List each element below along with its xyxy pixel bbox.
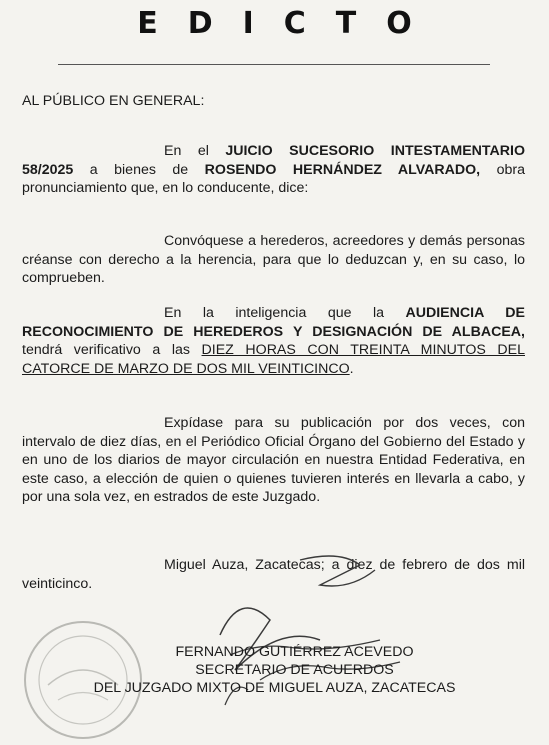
- issue-date: Miguel Auza, Zacatecas; a diez de febrero de dos mil veinticinco.: [22, 557, 525, 592]
- hearing-text-3: .: [349, 360, 354, 377]
- paragraph-case: [22, 142, 525, 198]
- publication-text: Expídase para su publicación por dos veces, con intervalo de diez días, en el Periódico Oficial Órgano del Gobierno del Estado y en uno de los diarios de mayor circulación en nuestra Entidad Federativa, en este caso, a elección de quien o quienes tuvieren interés en llevarla a cabo, y por una sola vez, en estrados de este Juzgado.: [22, 415, 525, 505]
- paragraph-hearing: [22, 304, 525, 378]
- title-divider: [58, 64, 490, 65]
- paragraph-summons: [22, 232, 525, 288]
- hearing-datetime: DIEZ HORAS CON TREINTA MINUTOS DEL CATORCE DE MARZO DE DOS MIL VEINTICINCO: [22, 342, 525, 377]
- paragraph-publication: [22, 414, 525, 507]
- salutation: AL PÚBLICO EN GENERAL:: [22, 93, 205, 109]
- signer-title: SECRETARIO DE ACUERDOS: [195, 662, 394, 678]
- case-text-2: a bienes de: [73, 161, 205, 178]
- hearing-text-2: tendrá verificativo a las: [22, 342, 202, 358]
- hearing-text-1: En la inteligencia que la: [164, 305, 406, 321]
- case-text-3: obra pronunciamiento que, en lo conducente, dice:: [22, 161, 525, 196]
- case-number: JUICIO SUCESORIO INTESTAMENTARIO 58/2025: [22, 143, 525, 178]
- deceased-name: ROSENDO HERNÁNDEZ ALVARADO,: [204, 161, 481, 178]
- signer-name: FERNANDO GUTIÉRREZ ACEVEDO: [175, 644, 414, 660]
- case-text-1: En el: [164, 143, 226, 159]
- summons-text: Convóquese a herederos, acreedores y demás personas créanse con derecho a la herencia, para que lo deduzcan y, en su caso, lo comprueben.: [22, 233, 525, 286]
- hearing-name: AUDIENCIA DE RECONOCIMIENTO DE HEREDEROS Y DESIGNACIÓN DE ALBACEA,: [22, 305, 525, 340]
- court-name: DEL JUZGADO MIXTO DE MIGUEL AUZA, ZACATECAS: [93, 680, 456, 696]
- document-title: EDICTO: [137, 6, 442, 41]
